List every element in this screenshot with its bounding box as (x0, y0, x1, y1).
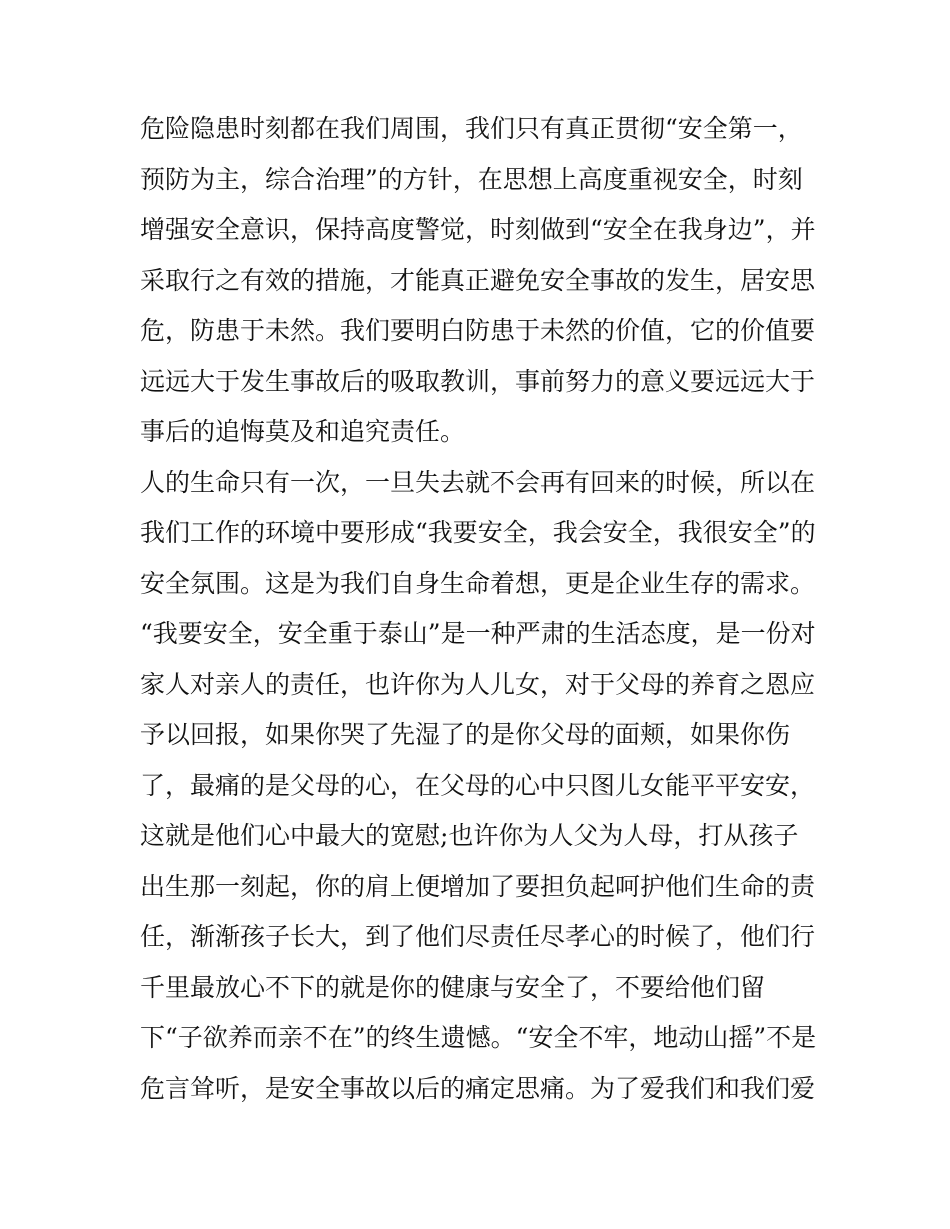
text-line: 危险隐患时刻都在我们周围，我们只有真正贯彻“安全第一， (140, 114, 803, 143)
body-text (140, 104, 830, 1114)
text-line: 增强安全意识，保持高度警觉，时刻做到“安全在我身边”，并 (140, 215, 816, 244)
text-line: 千里最放心不下的就是你的健康与安全了，不要给他们留 (140, 972, 766, 1002)
text-line: 出生那一刻起，你的肩上便增加了要担负起呵护他们生命的责 (140, 871, 816, 901)
text-line: 远远大于发生事故后的吸取教训，事前努力的意义要远远大于 (140, 366, 816, 396)
text-line: 任，渐渐孩子长大，到了他们尽责任尽孝心的时候了，他们行 (140, 922, 816, 951)
text-line: 我们工作的环境中要形成“我要安全，我会安全，我很安全”的 (140, 518, 816, 547)
text-line: 家人对亲人的责任，也许你为人儿女，对于父母的养育之恩应 (140, 669, 816, 699)
text-line: 预防为主，综合治理”的方针，在思想上高度重视安全，时刻 (140, 164, 803, 194)
text-line: “我要安全，安全重于泰山”是一种严肃的生活态度，是一份对 (140, 619, 816, 648)
text-line: 这就是他们心中最大的宽慰;也许你为人父为人母，打从孩子 (140, 821, 799, 850)
text-line: 采取行之有效的措施，才能真正避免安全事故的发生，居安思 (140, 265, 816, 295)
text-line: 人的生命只有一次，一旦失去就不会再有回来的时候，所以在 (140, 467, 816, 497)
text-line: 予以回报，如果你哭了先湿了的是你父母的面颊，如果你伤 (140, 720, 791, 749)
text-line: 了，最痛的是父母的心，在父母的心中只图儿女能平平安安， (140, 770, 816, 800)
text-line: 事后的追悔莫及和追究责任。 (140, 417, 466, 446)
text-line: 危，防患于未然。我们要明白防患于未然的价值，它的价值要 (140, 316, 816, 345)
text-line: 安全氛围。这是为我们自身生命着想，更是企业生存的需求。 (140, 568, 816, 598)
text-line: 危言耸听，是安全事故以后的痛定思痛。为了爱我们和我们爱 (140, 1073, 816, 1103)
text-line: 下“子欲养而亲不在”的终生遗憾。“安全不牢，地动山摇”不是 (140, 1023, 817, 1052)
